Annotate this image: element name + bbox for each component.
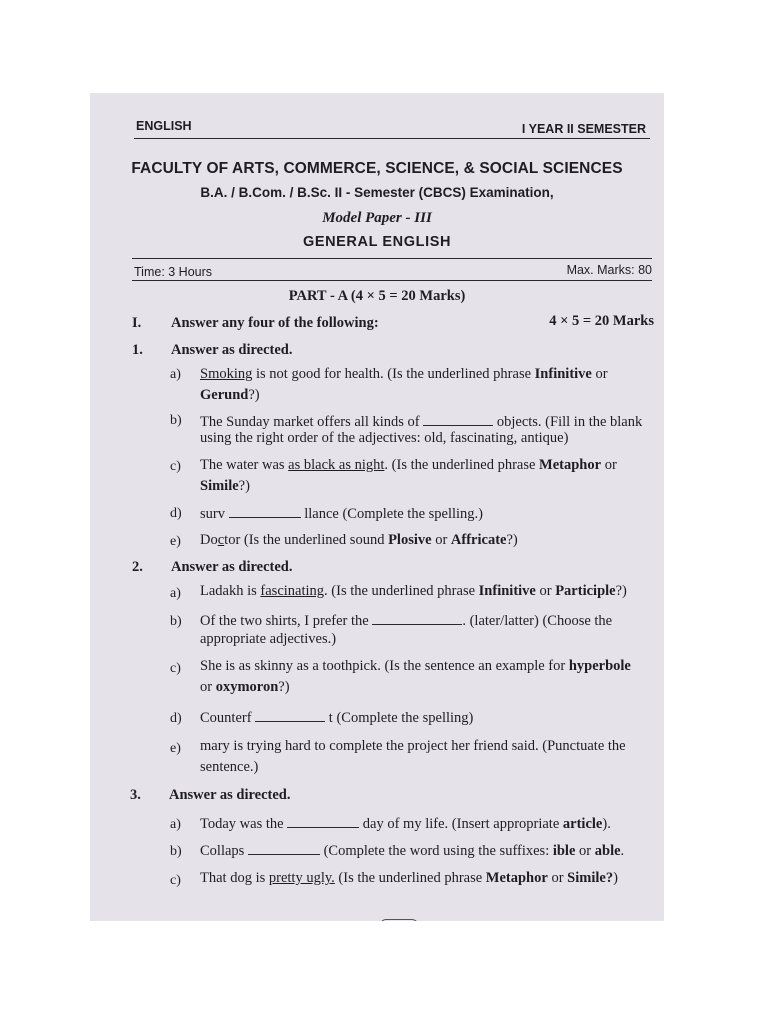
q3c-label: c) (170, 873, 181, 888)
q1d-blank (229, 504, 301, 518)
q1b-blank (423, 412, 493, 426)
q1a-text-line2: Gerund?) (200, 387, 260, 403)
q3c-text: That dog is pretty ugly. (Is the underlined phrase Metaphor or Simile?) (200, 870, 618, 886)
q1c-text: The water was as black as night. (Is the underlined phrase Metaphor or (200, 457, 617, 473)
q2b-label: b) (170, 614, 182, 629)
q2c-label: c) (170, 661, 181, 676)
part-a-instruction: Answer any four of the following: (171, 315, 379, 331)
q2b-text-line2: appropriate adjectives.) (200, 631, 337, 647)
year-semester-label: I YEAR II SEMESTER (521, 122, 646, 136)
q1a-text: Smoking is not good for health. (Is the underlined phrase Infinitive or (200, 366, 608, 382)
q1d-text: surv llance (Complete the spelling.) (200, 504, 483, 523)
q2d-blank (255, 708, 325, 722)
part-a-roman: I. (132, 315, 142, 331)
q1e-label: e) (170, 534, 181, 549)
q1d-label: d) (170, 506, 182, 521)
q2-number: 2. (132, 559, 143, 575)
q2e-text-line2: sentence.) (200, 759, 259, 775)
q1-heading: Answer as directed. (171, 342, 293, 358)
q2e-text: mary is trying hard to complete the project her friend said. (Punctuate the (200, 738, 626, 754)
exam-title: B.A. / B.Com. / B.Sc. II - Semester (CBCS) Examination, (200, 185, 554, 200)
q1c-text-line2: Simile?) (200, 478, 250, 494)
q1a-label: a) (170, 367, 181, 382)
exam-paper (90, 93, 664, 921)
q3b-label: b) (170, 844, 182, 859)
q2c-text: She is as skinny as a toothpick. (Is the sentence an example for hyperbole (200, 658, 631, 674)
q3a-text: Today was the day of my life. (Insert appropriate article). (200, 814, 611, 833)
q3a-label: a) (170, 817, 181, 832)
q3b-blank (248, 841, 320, 855)
q2a-label: a) (170, 586, 181, 601)
title-rule (132, 258, 652, 259)
q1c-label: c) (170, 459, 181, 474)
q3b-text: Collaps (Complete the word using the suffixes: ible or able. (200, 841, 624, 860)
q2d-label: d) (170, 711, 182, 726)
q1b-text: The Sunday market offers all kinds of objects. (Fill in the blank (200, 412, 642, 431)
q1-number: 1. (132, 342, 143, 358)
part-a-heading: PART - A (4 × 5 = 20 Marks) (288, 288, 466, 304)
page-tab-mark (380, 919, 418, 921)
q2c-text-line2: or oxymoron?) (200, 679, 290, 695)
q2b-text: Of the two shirts, I prefer the . (later/latter) (Choose the (200, 611, 612, 630)
paper-title: Model Paper - III (322, 210, 432, 226)
q3a-blank (287, 814, 359, 828)
part-a-marks: 4 × 5 = 20 Marks (549, 313, 654, 329)
course-title: GENERAL ENGLISH (302, 234, 452, 250)
q2e-label: e) (170, 741, 181, 756)
q2d-text: Counterf t (Complete the spelling) (200, 708, 473, 727)
q3-number: 3. (130, 787, 141, 803)
faculty-title: FACULTY OF ARTS, COMMERCE, SCIENCE, & SOCIAL SCIENCES (131, 160, 623, 177)
q2a-text: Ladakh is fascinating. (Is the underlined phrase Infinitive or Participle?) (200, 583, 627, 599)
header-rule (134, 138, 650, 139)
time-label: Time: 3 Hours (134, 265, 213, 279)
q1b-label: b) (170, 413, 182, 428)
q2b-blank (372, 611, 462, 625)
q2-heading: Answer as directed. (171, 559, 293, 575)
meta-rule (132, 280, 652, 281)
q1b-text-line2: using the right order of the adjectives: old, fascinating, antique) (200, 430, 569, 446)
max-marks-label: Max. Marks: 80 (566, 263, 652, 277)
q3-heading: Answer as directed. (169, 787, 291, 803)
subject-label: ENGLISH (136, 119, 192, 133)
q1e-text: Doctor (Is the underlined sound Plosive or Affricate?) (200, 532, 518, 548)
